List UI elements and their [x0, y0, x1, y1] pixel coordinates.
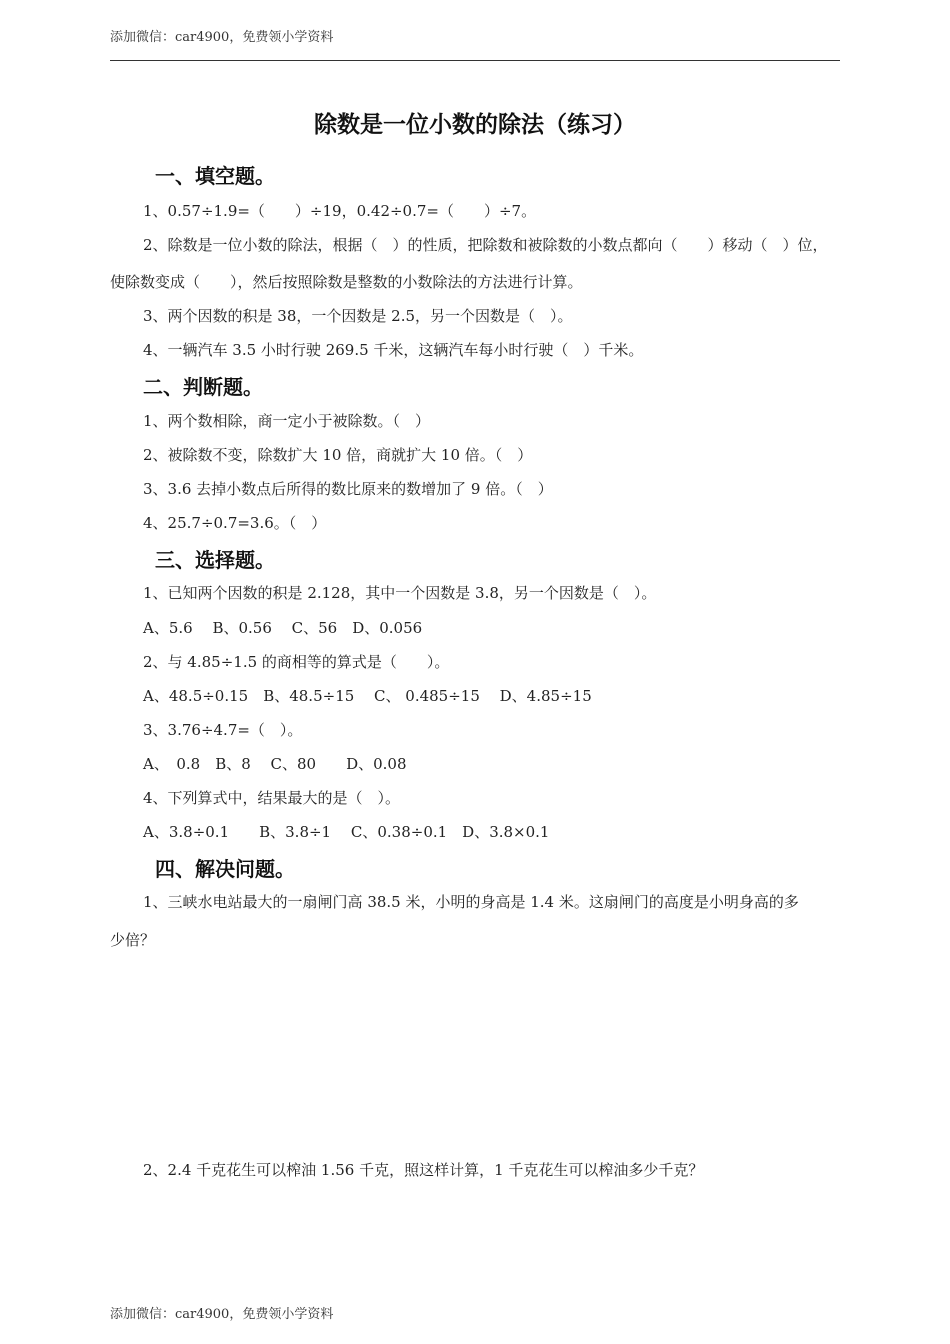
- solve-question-1: 1、三峡水电站最大的一扇闸门高 38.5 米，小明的身高是 1.4 米。这扇闸门的高度是小明身高的多: [143, 893, 799, 911]
- choice-question-4-options: A、3.8÷0.1 B、3.8÷1 C、0.38÷0.1 D、3.8×0.1: [143, 823, 550, 841]
- judge-question-2: 2、被除数不变，除数扩大 10 倍，商就扩大 10 倍。（ ）: [143, 446, 533, 464]
- judge-question-4: 4、25.7÷0.7=3.6。（ ）: [143, 514, 327, 532]
- choice-question-3-options: A、 0.8 B、8 C、80 D、0.08: [143, 755, 407, 773]
- choice-question-3: 3、3.76÷4.7=（ ）。: [143, 721, 303, 739]
- judge-question-3: 3、3.6 去掉小数点后所得的数比原来的数增加了 9 倍。（ ）: [143, 480, 553, 498]
- choice-question-4: 4、下列算式中，结果最大的是（ ）。: [143, 789, 401, 807]
- page-header: 添加微信：car4900，免费领小学资料: [110, 30, 334, 45]
- fill-question-4: 4、一辆汽车 3.5 小时行驶 269.5 千米，这辆汽车每小时行驶（ ）千米。: [143, 341, 644, 359]
- choice-question-2-options: A、48.5÷0.15 B、48.5÷15 C、 0.485÷15 D、4.85÷15: [143, 687, 592, 705]
- fill-question-1: 1、0.57÷1.9=（ ）÷19，0.42÷0.7=（ ）÷7。: [143, 202, 537, 220]
- section-heading-judge: 二、判断题。: [143, 375, 263, 399]
- judge-question-1: 1、两个数相除，商一定小于被除数。（ ）: [143, 412, 431, 430]
- fill-question-3: 3、两个因数的积是 38，一个因数是 2.5，另一个因数是（ ）。: [143, 307, 573, 325]
- fill-question-2-continued: 使除数变成（ ），然后按照除数是整数的小数除法的方法进行计算。: [110, 273, 583, 291]
- solve-question-1-continued: 少倍？: [110, 931, 156, 949]
- choice-question-2: 2、与 4.85÷1.5 的商相等的算式是（ ）。: [143, 653, 450, 671]
- header-divider: [110, 60, 840, 61]
- choice-question-1-options: A、5.6 B、0.56 C、56 D、0.056: [143, 619, 423, 637]
- choice-question-1: 1、已知两个因数的积是 2.128，其中一个因数是 3.8，另一个因数是（ ）。: [143, 584, 657, 602]
- section-heading-fill: 一、填空题。: [155, 164, 275, 188]
- fill-question-2: 2、除数是一位小数的除法，根据（ ）的性质，把除数和被除数的小数点都向（ ）移动（ ）位，: [143, 236, 828, 254]
- solve-question-2: 2、2.4 千克花生可以榨油 1.56 千克，照这样计算，1 千克花生可以榨油多少千克？: [143, 1161, 704, 1179]
- worksheet-title: 除数是一位小数的除法（练习）: [314, 111, 636, 138]
- section-heading-choice: 三、选择题。: [155, 548, 275, 572]
- page-footer: 添加微信：car4900，免费领小学资料: [110, 1307, 334, 1322]
- section-heading-solve: 四、解决问题。: [155, 857, 295, 881]
